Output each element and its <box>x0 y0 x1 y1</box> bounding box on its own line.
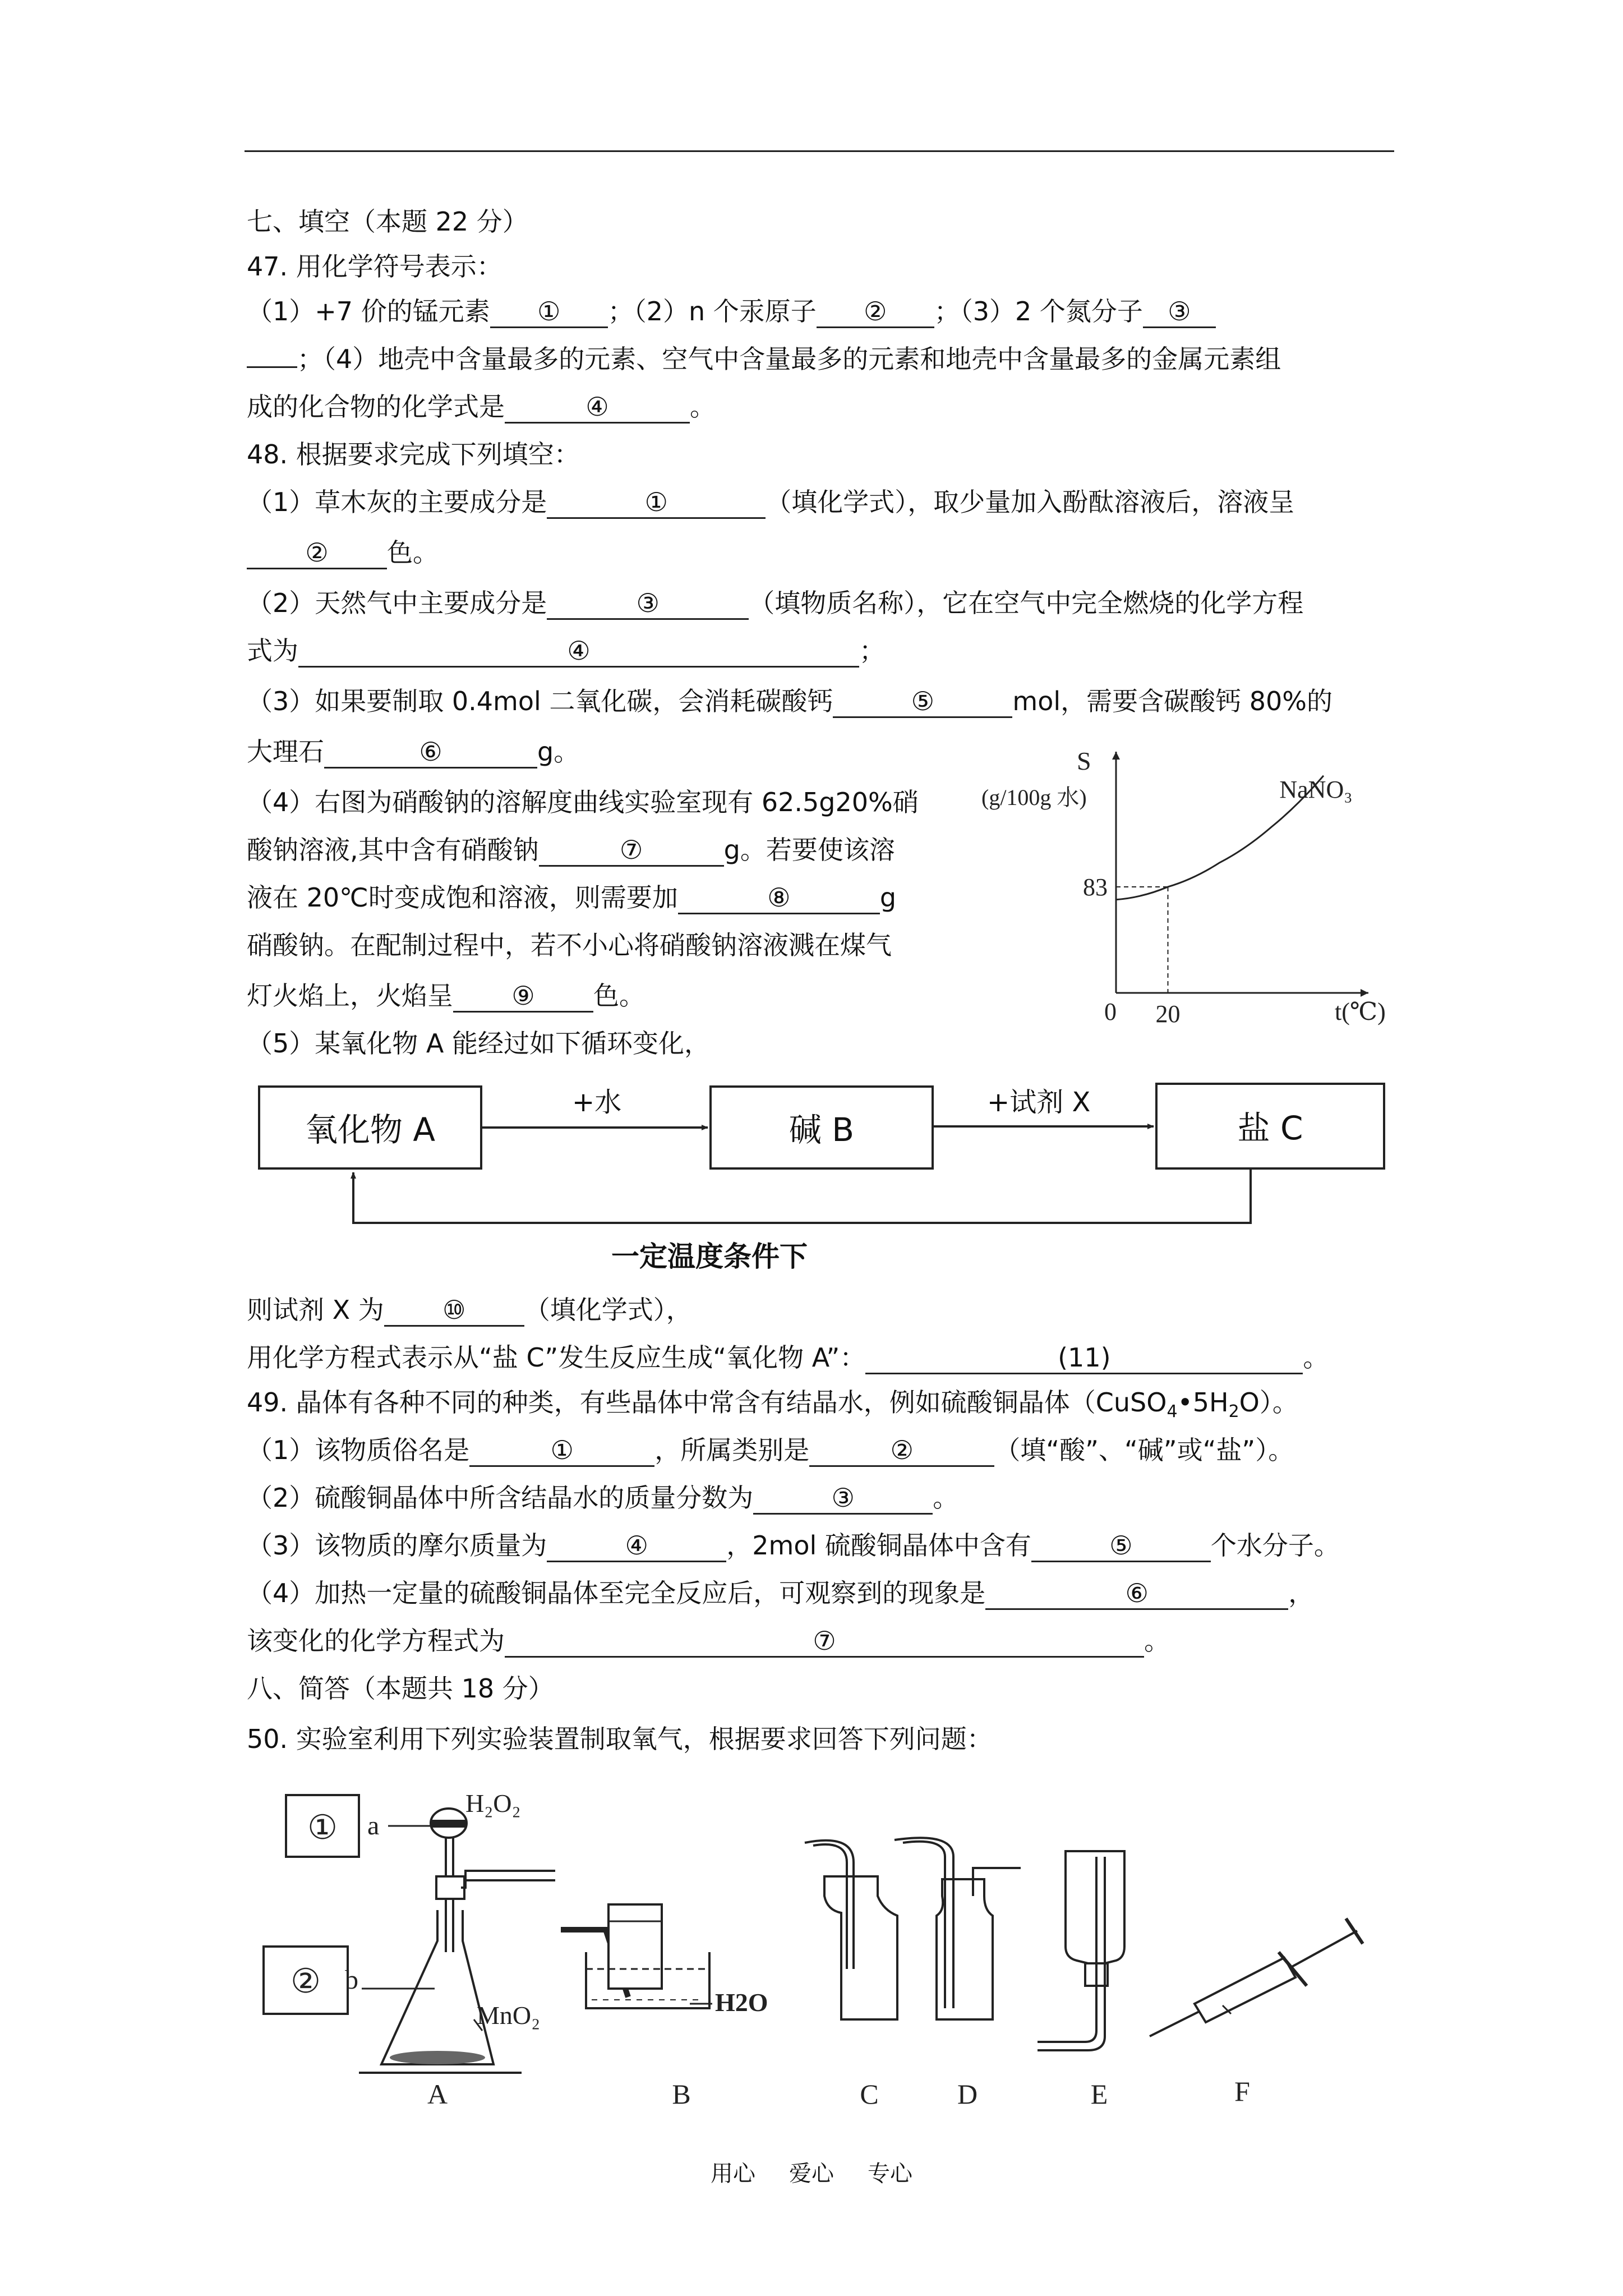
flow-label-reagent-x: +试剂 X <box>987 1087 1091 1118</box>
flow-box-oxide-a: 氧化物 A <box>258 1085 482 1170</box>
x-axis-arrow <box>1361 989 1368 997</box>
label-letter-f: F <box>1234 2076 1250 2107</box>
q49-line-2: （2）硫酸铜晶体中所含结晶水的质量分数为 ③ 。 <box>247 1481 958 1515</box>
answer-blank[interactable]: ② <box>247 537 387 569</box>
label-letter-a: A <box>427 2078 448 2109</box>
q49-line-3: （3）该物质的摩尔质量为 ④ ，2mol 硫酸铜晶体中含有 ⑤ 个水分子。 <box>247 1529 1340 1562</box>
q48-line-10: 硝酸钠。在配制过程中，若不小心将硝酸钠溶液溅在煤气 <box>247 930 892 960</box>
answer-blank[interactable]: ② <box>809 1435 994 1467</box>
q48-line-14: 用化学方程式表示从“盐 C”发生反应生成“氧化物 A”： (11) 。 <box>247 1341 1329 1374</box>
q50-stem: 50. 实验室利用下列实验装置制取氧气，根据要求回答下列问题： <box>247 1724 993 1754</box>
label-h2o: H2O <box>715 1988 768 2017</box>
apparatus-b <box>561 1904 768 2109</box>
label-h2o2: H₂O₂ <box>465 1789 521 1818</box>
label-letter-b: B <box>672 2078 691 2109</box>
answer-blank[interactable]: ③ <box>753 1483 933 1515</box>
apparatus-figure <box>241 1784 1419 2109</box>
q48-line-12: （5）某氧化物 A 能经过如下循环变化， <box>247 1028 710 1059</box>
answer-blank[interactable]: ① <box>490 296 608 328</box>
q49-stem: 49. 晶体有各种不同的种类，有些晶体中常含有结晶水，例如硫酸铜晶体$(CuSO_4•5H_2O)$。 <box>247 1387 1298 1422</box>
answer-blank[interactable]: ⑤ <box>833 686 1012 718</box>
answer-blank[interactable]: ③ <box>1143 296 1216 328</box>
origin-label: 0 <box>1104 998 1117 1025</box>
y-axis-label: S <box>1077 747 1091 775</box>
x-axis-label: t(℃) <box>1335 998 1386 1025</box>
q48-line-4: 式为 ④ ； <box>247 634 885 668</box>
page-footer: 用心 爱心 专心 <box>711 2161 912 2187</box>
flow-arrows <box>0 1066 1623 1245</box>
x-tick-label: 20 <box>1155 1000 1181 1027</box>
flow-return-arrow <box>353 1170 1251 1223</box>
q48-line-11: 灯火焰上，火焰呈 ⑨ 色。 <box>247 979 645 1013</box>
y-tick-label: 83 <box>1083 873 1108 901</box>
label-letter-d: D <box>957 2078 978 2109</box>
solubility-chart <box>976 740 1413 1027</box>
y-axis-arrow <box>1112 752 1120 760</box>
q48-line-7: （4）右图为硝酸钠的溶解度曲线实验室现有 62.5g20%硝 <box>247 787 919 817</box>
q47-line-3: 成的化合物的化学式是 ④ 。 <box>247 390 716 424</box>
answer-blank[interactable]: ⑨ <box>453 981 593 1013</box>
answer-blank[interactable]: ⑥ <box>324 737 537 769</box>
q47-line-1: （1）+7 价的锰元素 ① ；（2）n 个汞原子 ② ；（3）2 个氮分子 ③ <box>247 295 1216 328</box>
answer-blank-continued[interactable] <box>247 366 297 368</box>
answer-blank[interactable]: ⑦ <box>505 1626 1144 1658</box>
answer-blank[interactable]: ⑥ <box>985 1578 1288 1610</box>
label-letter-c: C <box>860 2078 879 2109</box>
q49-line-5: 该变化的化学方程式为 ⑦ 。 <box>247 1624 1170 1658</box>
q48-line-13: 则试剂 X 为 ⑩ （填化学式）， <box>247 1293 692 1327</box>
apparatus-d <box>895 1838 1021 2109</box>
q47-line-2: ；（4）地壳中含量最多的元素、空气中含量最多的元素和地壳中含量最多的金属元素组 <box>247 342 1281 376</box>
label-a: a <box>367 1811 380 1841</box>
apparatus-a <box>359 1789 555 2109</box>
answer-blank[interactable]: ② <box>817 296 934 328</box>
flow-label-condition: 一定温度条件下 <box>611 1240 808 1273</box>
section-8-title: 八、简答（本题共 18 分） <box>247 1673 554 1704</box>
flow-box-salt-c: 盐 C <box>1155 1083 1385 1170</box>
answer-blank[interactable]: ⑧ <box>678 882 880 914</box>
chart-marks <box>1116 776 1324 993</box>
label-box-2-text: ② <box>291 1963 321 2000</box>
answer-blank[interactable]: ① <box>469 1435 654 1467</box>
q48-line-9: 液在 20℃时变成饱和溶液，则需要加 ⑧ g <box>247 881 896 914</box>
q49-line-4: （4）加热一定量的硫酸铜晶体至完全反应后，可观察到的现象是 ⑥ ， <box>247 1576 1314 1610</box>
label-box-1-text: ① <box>307 1809 338 1846</box>
section-7-title: 七、填空（本题 22 分） <box>247 206 528 237</box>
label-mno2: MnO₂ <box>477 2001 541 2030</box>
answer-blank[interactable]: ③ <box>547 588 749 620</box>
apparatus-e <box>1038 1851 1124 2109</box>
flow-box-base-b: 碱 B <box>709 1085 934 1170</box>
q48-line-8: 酸钠溶液,其中含有硝酸钠 ⑦ g。若要使该溶 <box>247 833 895 867</box>
label-letter-e: E <box>1090 2078 1108 2109</box>
q48-line-6: 大理石 ⑥ g。 <box>247 735 579 769</box>
answer-blank[interactable]: ⑤ <box>1031 1530 1211 1562</box>
label-b: b <box>345 1965 358 1995</box>
q48-line-5: （3）如果要制取 0.4mol 二氧化碳，会消耗碳酸钙 ⑤ mol，需要含碳酸钙 80%的 <box>247 684 1332 718</box>
q47-stem: 47. 用化学符号表示： <box>247 251 502 282</box>
answer-blank[interactable]: ④ <box>298 636 859 668</box>
q48-line-2: ② 色。 <box>247 536 439 569</box>
flow-label-water: +水 <box>572 1087 622 1118</box>
y-axis-unit: (g/100g 水) <box>981 785 1087 810</box>
chart-text <box>981 747 1386 1027</box>
q49-line-1: （1）该物质俗名是 ① ，所属类别是 ② （填“酸”、“碱”或“盐”）。 <box>247 1433 1294 1467</box>
answer-blank[interactable]: ⑩ <box>384 1295 524 1327</box>
q48-stem: 48. 根据要求完成下列填空： <box>247 439 580 470</box>
answer-blank[interactable]: ④ <box>505 392 690 424</box>
q48-line-3: （2）天然气中主要成分是 ③ （填物质名称），它在空气中完全燃烧的化学方程 <box>247 586 1303 620</box>
answer-blank[interactable]: (11) <box>865 1342 1303 1374</box>
answer-blank[interactable]: ⑦ <box>539 835 724 867</box>
answer-blank[interactable]: ① <box>547 487 766 519</box>
header-rule <box>245 150 1394 152</box>
q48-line-1: （1）草木灰的主要成分是 ① （填化学式），取少量加入酚酞溶液后，溶液呈 <box>247 485 1294 519</box>
apparatus-f <box>1150 1918 1363 2107</box>
apparatus-c <box>805 1841 897 2109</box>
series-label: NaNO₃ <box>1279 775 1353 803</box>
answer-blank[interactable]: ④ <box>547 1530 726 1562</box>
